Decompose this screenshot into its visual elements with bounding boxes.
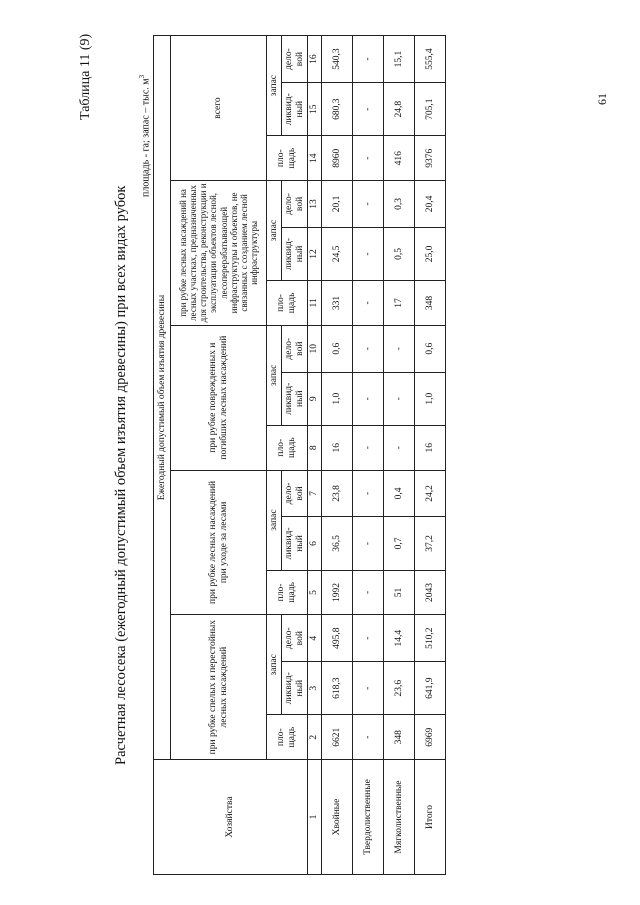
table-cell: 0,6: [322, 325, 353, 372]
table-cell: -: [353, 325, 384, 372]
column-numbers-row: [308, 36, 322, 875]
column-number: 10: [308, 325, 322, 372]
table-cell: 15,1: [384, 36, 415, 83]
table-cell: -: [353, 517, 384, 570]
header-group-damaged: при рубке поврежденных и погибших лесных насаждений: [171, 325, 267, 470]
harvest-table: [153, 35, 446, 875]
table-cell: -: [353, 181, 384, 228]
column-number: 5: [308, 570, 322, 615]
table-cell: 680,3: [322, 83, 353, 136]
table-cell: 1,0: [322, 372, 353, 425]
data-rows: [322, 36, 446, 875]
table-cell: 16: [322, 425, 353, 470]
table-cell: 0,4: [384, 470, 415, 517]
header-group-mature: при рубке спелых и перестойных лесных насаждений: [171, 615, 267, 760]
column-number: 14: [308, 136, 322, 181]
header-business: дело- вой: [282, 325, 308, 372]
table-cell: 20,4: [415, 181, 446, 228]
table-cell: 0,7: [384, 517, 415, 570]
table-cell: 510,2: [415, 615, 446, 662]
table-cell: -: [384, 325, 415, 372]
column-number: 8: [308, 425, 322, 470]
table-cell: -: [353, 136, 384, 181]
table-cell: 705,1: [415, 83, 446, 136]
table-cell: 20,1: [322, 181, 353, 228]
table-cell: 495,8: [322, 615, 353, 662]
column-number: 16: [308, 36, 322, 83]
table-row: [415, 36, 446, 875]
header-stock: запас: [267, 470, 282, 570]
table-cell: 16: [415, 425, 446, 470]
table-cell: -: [353, 425, 384, 470]
table-row: [353, 36, 384, 875]
header-group-total: всего: [171, 36, 267, 181]
column-number: 3: [308, 662, 322, 715]
row-label: Итого: [415, 760, 446, 875]
header-liquid: ликвид- ный: [282, 517, 308, 570]
table-cell: 8960: [322, 136, 353, 181]
table-cell: 2043: [415, 570, 446, 615]
header-liquid: ликвид- ный: [282, 227, 308, 280]
table-cell: -: [353, 662, 384, 715]
column-number: 4: [308, 615, 322, 662]
table-cell: 348: [384, 715, 415, 760]
header-business: дело- вой: [282, 181, 308, 228]
table-cell: 641,9: [415, 662, 446, 715]
table-cell: 0,3: [384, 181, 415, 228]
page-number: 61: [595, 93, 609, 105]
unit-note: [138, 75, 151, 197]
header-business: дело- вой: [282, 36, 308, 83]
table-cell: 37,2: [415, 517, 446, 570]
column-number: 1: [308, 760, 322, 875]
table-cell: 6621: [322, 715, 353, 760]
header-liquid: ликвид- ный: [282, 372, 308, 425]
header-area: пло- щадь: [267, 136, 308, 181]
row-label: Твердолиственные: [353, 760, 384, 875]
header-stock: запас: [267, 325, 282, 425]
table-cell: -: [353, 83, 384, 136]
column-number: 12: [308, 227, 322, 280]
table-cell: 24,8: [384, 83, 415, 136]
table-cell: -: [353, 615, 384, 662]
header-business: дело- вой: [282, 615, 308, 662]
table-cell: 0,6: [415, 325, 446, 372]
header-group-infrastructure: при рубке лесных насаждений на лесных участках, предназначенных для строительства, реконструкции и эксплуатации объектов лесной, лесоперерабатывающей инфраструктуры и объектов, не связанных с созданием лесной инфраструктуры: [171, 181, 267, 326]
column-number: 6: [308, 517, 322, 570]
table-cell: 51: [384, 570, 415, 615]
table-cell: 9376: [415, 136, 446, 181]
table-cell: 348: [415, 281, 446, 326]
table-cell: 24,2: [415, 470, 446, 517]
table-cell: -: [353, 281, 384, 326]
table-cell: 331: [322, 281, 353, 326]
column-number: 7: [308, 470, 322, 517]
column-number: 13: [308, 181, 322, 228]
header-stock: запас: [267, 36, 282, 136]
header-area: пло- щадь: [267, 425, 308, 470]
column-number: 15: [308, 83, 322, 136]
table-cell: 24,5: [322, 227, 353, 280]
header-stock: запас: [267, 615, 282, 715]
table-cell: 416: [384, 136, 415, 181]
unit-note-text: площадь - га; запас – тыс. м: [140, 78, 152, 197]
table-cell: -: [384, 425, 415, 470]
table-cell: 14,4: [384, 615, 415, 662]
header-business: дело- вой: [282, 470, 308, 517]
row-label: Мягколиственные: [384, 760, 415, 875]
table-cell: 23,8: [322, 470, 353, 517]
table-label: Таблица 11 (9): [78, 33, 93, 120]
table-cell: 17: [384, 281, 415, 326]
table-cell: -: [353, 715, 384, 760]
table-cell: 23,6: [384, 662, 415, 715]
header-annual-volume: Ежегодный допустимый объем изъятия древесины: [154, 36, 171, 760]
header-area: пло- щадь: [267, 281, 308, 326]
table-cell: -: [353, 227, 384, 280]
table-cell: 25,0: [415, 227, 446, 280]
table-cell: 1,0: [415, 372, 446, 425]
table-cell: 540,3: [322, 36, 353, 83]
header-stock: запас: [267, 181, 282, 281]
table-cell: -: [353, 470, 384, 517]
header-group-thinning: при рубке лесных насаждений при уходе за лесами: [171, 470, 267, 615]
table-row: [322, 36, 353, 875]
table-cell: 618,3: [322, 662, 353, 715]
table-cell: -: [353, 372, 384, 425]
table-cell: -: [353, 36, 384, 83]
table-cell: -: [384, 372, 415, 425]
header-liquid: ликвид- ный: [282, 662, 308, 715]
header-area: пло- щадь: [267, 715, 308, 760]
document-title: Расчетная лесосека (ежегодный допустимый объем изъятия древесины) при всех видах рубок: [113, 185, 129, 765]
table-cell: 1992: [322, 570, 353, 615]
header-farms: Хозяйства: [154, 760, 308, 875]
table-cell: 6969: [415, 715, 446, 760]
table-cell: 555,4: [415, 36, 446, 83]
table-row: [384, 36, 415, 875]
header-area: пло- щадь: [267, 570, 308, 615]
table-cell: 0,5: [384, 227, 415, 280]
column-number: 11: [308, 281, 322, 326]
column-number: 9: [308, 372, 322, 425]
column-number: 2: [308, 715, 322, 760]
table-cell: 36,5: [322, 517, 353, 570]
row-label: Хвойные: [322, 760, 353, 875]
table-cell: -: [353, 570, 384, 615]
header-liquid: ликвид- ный: [282, 83, 308, 136]
unit-note-superscript: 3: [138, 74, 146, 79]
